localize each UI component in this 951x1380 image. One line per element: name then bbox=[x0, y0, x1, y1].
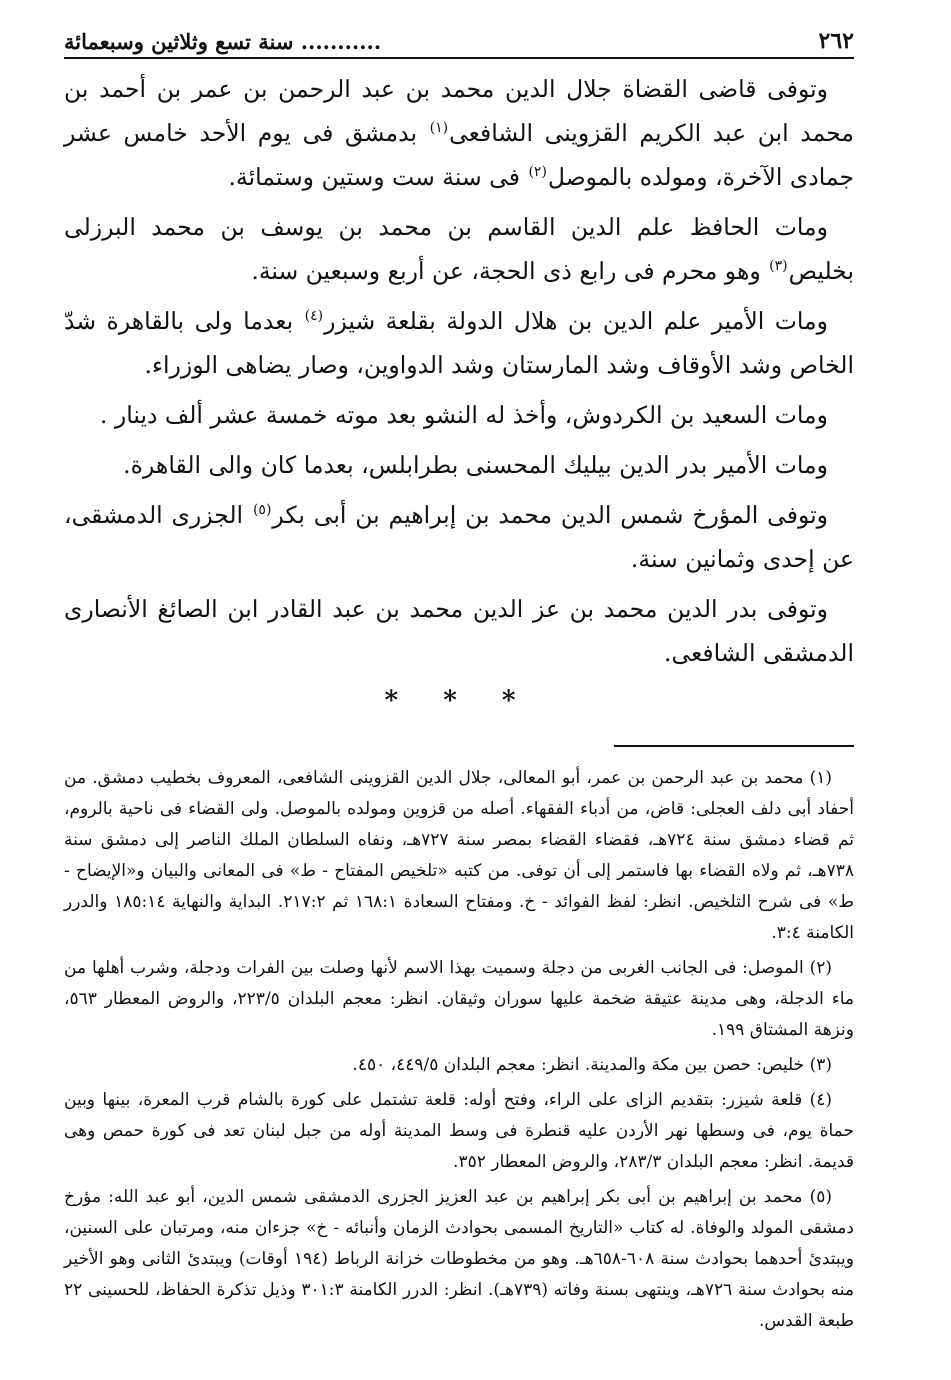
paragraph-text: بعدما ولى بالقاهرة شدّ الخاص وشد الأوقاف وشد المارستان وشد الدواوين، وصار يضاهى الوزراء. bbox=[64, 307, 854, 379]
footnote-3: (٣) خليص: حصن بين مكة والمدينة. انظر: معجم البلدان ٤٤٩/٥، ٤٥٠. bbox=[352, 1054, 832, 1075]
running-header bbox=[64, 20, 854, 54]
paragraph-7: وتوفى بدر الدين محمد بن عز الدين محمد بن عبد القادر ابن الصائغ الأنصارى الدمشقى الشافعى. bbox=[64, 595, 854, 667]
footnote-2: (٢) الموصل: فى الجانب الغربى من دجلة وسميت بهذا الاسم لأنها وصلت بين الفرات ودجلة، وشرب أهلها من ماء الدجلة، وهى مدينة عتيقة ضخمة عليها سوران وثيقان. انظر: معجم البلدان ٢٢٣/٥، والروض المعطار ٥٦٣، ونزهة المشتاق ١٩٩. bbox=[64, 957, 854, 1040]
paragraph-4: ومات السعيد بن الكردوش، وأخذ له النشو بعد موته خمسة عشر ألف دينار . bbox=[99, 401, 828, 429]
footnote-ref-4: (٤) bbox=[304, 308, 324, 324]
section-separator: * * * bbox=[384, 686, 534, 716]
footnote-1: (١) محمد بن عبد الرحمن بن عمر، أبو المعالى، جلال الدين القزوينى الشافعى، المعروف بخطيب دمشق. من أحفاد أبى دلف العجلى: قاض، من أدباء الفقهاء. أصله من قزوين ومولده بالموصل. ولى القضاء فى ناحية بالروم، ثم قضاء دمشق سنة ٧٢٤هـ، فقضاء القضاء بمصر سنة ٧٢٧هـ، ونفاه السلطان الملك الناصر إلى دمشق سنة ٧٣٨هـ، ثم ولاه القضاء بها فاستمر إلى أن توفى. من كتبه «تلخيص المفتاح - ط» فى المعانى والبيان و«الإيضاح - ط» فى شرح التلخيص. انظر: لفظ الفوائد - خ. ومفتاح السعادة ١٦٨:١ ثم ٢١٧:٢. البداية والنهاية ١٨٥:١٤ والدرر الكامنة ٣:٤. bbox=[64, 767, 855, 943]
paragraph-6 bbox=[64, 493, 854, 581]
header-rule bbox=[64, 57, 854, 59]
footnote-4: (٤) قلعة شيزر: بتقديم الزاى على الراء، وفتح أوله: قلعة تشتمل على كورة بالشام قرب المعرة، بينها وبين حماة يوم، فى وسطها نهر الأردن عليه قنطرة فى وسط المدينة أوله من جبل لبنان تعد فى كورة حمص وهى قديمة. انظر: معجم البلدان ٢٨٣/٣، والروض المعطار ٣٥٢. bbox=[64, 1089, 854, 1172]
paragraph-text: ومات الحافظ علم الدين القاسم بن محمد بن يوسف بن محمد البرزلى بخليص bbox=[64, 213, 854, 285]
paragraph-text: بدمشق فى يوم الأحد خامس عشر جمادى الآخرة، ومولده بالموصل bbox=[64, 119, 854, 191]
running-title: ........... سنة تسع وثلاثين وسبعمائة bbox=[64, 29, 382, 54]
paragraph-text: ومات الأمير علم الدين بن هلال الدولة بقلعة شيزر bbox=[324, 307, 828, 335]
footnote-ref-1: (١) bbox=[429, 120, 449, 136]
main-text bbox=[64, 67, 854, 675]
footnote-rule bbox=[614, 745, 854, 747]
footnote-5: (٥) محمد بن إبراهيم بن أبى بكر إبراهيم بن عبد العزيز الجزرى الدمشقى شمس الدين، أبو عبد الله: مؤرخ دمشقى المولد والوفاة. له كتاب «التاريخ المسمى بحوادث الزمان وأنبائه - خ» جزءان منه، ومرتبان على السنين، ويبتدئ أحدهما بحوادث سنة ٦٠٨-٦٥٨هـ. وهو من مخطوطات خزانة الرباط (١٩٤ أوقات) ويبتدئ الثانى وهو الأخير منه بحوادث سنة ٧٢٦هـ، وينتهى بسنة وفاته (٧٣٩هـ). انظر: الدرر الكامنة ٣٠١:٣ وذيل تذكرة الحفاظ، للحسينى ٢٢ طبعة القدس. bbox=[64, 1186, 854, 1331]
paragraph-3 bbox=[64, 299, 854, 387]
book-page bbox=[64, 20, 854, 1341]
paragraph-text: وتوفى المؤرخ شمس الدين محمد بن إبراهيم بن أبى بكر bbox=[272, 501, 828, 529]
footnotes bbox=[64, 763, 854, 1337]
paragraph-text: وهو محرم فى رابع ذى الحجة، عن أربع وسبعين سنة. bbox=[251, 257, 769, 285]
footnote-ref-2: (٢) bbox=[528, 164, 547, 180]
paragraph-5: ومات الأمير بدر الدين بيليك المحسنى بطرابلس، بعدما كان والى القاهرة. bbox=[123, 451, 828, 479]
paragraph-text: الجزرى الدمشقى، عن إحدى وثمانين سنة. bbox=[64, 501, 854, 573]
paragraph-text: وتوفى قاضى القضاة جلال الدين محمد بن عبد الرحمن بن عمر بن أحمد بن محمد ابن عبد الكريم القزوينى الشافعى bbox=[64, 75, 854, 147]
paragraph-1 bbox=[64, 67, 854, 199]
footnote-ref-3: (٣) bbox=[769, 258, 788, 274]
paragraph-text: فى سنة ست وستين وستمائة. bbox=[228, 163, 528, 191]
footnote-ref-5: (٥) bbox=[252, 502, 272, 518]
paragraph-2 bbox=[64, 205, 854, 293]
page-number: ٢٦٢ bbox=[818, 28, 854, 54]
